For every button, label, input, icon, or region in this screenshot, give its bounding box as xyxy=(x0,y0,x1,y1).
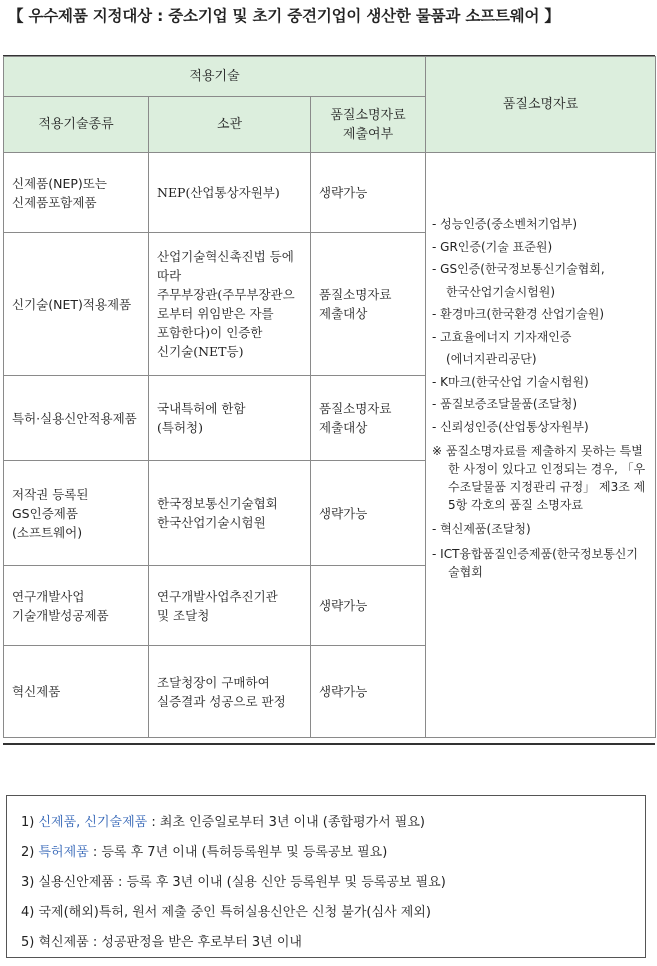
quality-item-list xyxy=(432,213,649,585)
list-item: - 신뢰성인증(산업통상자원부) xyxy=(432,419,589,434)
table-bottom-rule xyxy=(3,743,655,745)
cell-tech-type: 특허·실용신안적용제품 xyxy=(4,376,149,461)
header-tech-type: 적용기술종류 xyxy=(4,97,149,153)
cell-tech-type: 신기술(NET)적용제품 xyxy=(4,233,149,376)
header-applied-tech: 적용기술 xyxy=(4,57,426,97)
cell-agency: 한국정보통신기술협회 한국산업기술시험원 xyxy=(149,461,311,566)
header-row-1 xyxy=(4,57,656,97)
list-item: - ICT융합품질인증제품(한국정보통신기술협회 xyxy=(432,546,638,579)
footnote-line: 4) 국제(해외)특허, 원서 제출 중인 특허실용신안은 신청 불가(심사 제외) xyxy=(21,905,431,920)
cell-tech-type: 연구개발사업 기술개발성공제품 xyxy=(4,566,149,646)
footnote-box xyxy=(6,795,646,958)
cell-agency: NEP(산업통상자원부) xyxy=(149,153,311,233)
list-item: 한국산업기술시험원) xyxy=(446,284,556,299)
list-item: - 품질보증조달물품(조달청) xyxy=(432,397,578,411)
criteria-table xyxy=(3,56,656,738)
cell-submit: 품질소명자료 제출대상 xyxy=(311,376,426,461)
table-row xyxy=(4,153,656,233)
footnote-line: 3) 실용신안제품 : 등록 후 3년 이내 (실용 신안 등록원부 및 등록공보 필요) xyxy=(21,875,446,890)
cell-tech-type: 혁신제품 xyxy=(4,646,149,738)
cell-submit: 생략가능 xyxy=(311,646,426,738)
list-item: (에너지관리공단) xyxy=(446,352,537,366)
header-quality-docs: 품질소명자료 xyxy=(426,57,656,153)
list-item: - 혁신제품(조달청) xyxy=(432,522,531,536)
list-item: - GR인증(기술 표준원) xyxy=(432,239,553,254)
footnote-highlight: 특허제품 xyxy=(38,845,89,860)
cell-agency: 조달청장이 구매하여 실증결과 성공으로 판정 xyxy=(149,646,311,738)
footnote-line: 1) 신제품, 신기술제품 : 최초 인증일로부터 3년 이내 (종합평가서 필요) xyxy=(21,815,425,830)
page-title: 【 우수제품 지정대상 : 중소기업 및 초기 중견기업이 생산한 물품과 소프트웨어 】 xyxy=(8,7,560,25)
list-item: - 고효율에너지 기자재인증 xyxy=(432,329,572,344)
list-item: - K마크(한국산업 기술시험원) xyxy=(432,374,589,389)
cell-submit: 생략가능 xyxy=(311,566,426,646)
list-item-note: ※ 품질소명자료를 제출하지 못하는 특별한 사정이 있다고 인정되는 경우, 「우수조달물품 지정관리 규정」 제3조 제5항 각호의 품질 소명자료 xyxy=(432,444,646,512)
cell-agency: 국내특허에 한함 (특허청) xyxy=(149,376,311,461)
cell-submit: 생략가능 xyxy=(311,461,426,566)
list-item: - GS인증(한국정보통신기술협회, xyxy=(432,262,605,276)
cell-submit: 생략가능 xyxy=(311,153,426,233)
cell-agency: 산업기술혁신촉진법 등에 따라 주무부장관(주무부장관으 로부터 위임받은 자를 포함한다)이 인증한 신기술(NET등) xyxy=(149,233,311,376)
header-agency: 소관 xyxy=(149,97,311,153)
cell-tech-type: 신제품(NEP)또는 신제품포함제품 xyxy=(4,153,149,233)
list-item: - 환경마크(한국환경 산업기술원) xyxy=(432,307,605,321)
cell-quality-items xyxy=(426,153,656,738)
header-submit: 품질소명자료 제출여부 xyxy=(311,97,426,153)
footnote-line: 5) 혁신제품 : 성공판정을 받은 후로부터 3년 이내 xyxy=(21,935,302,950)
cell-agency: 연구개발사업추진기관 및 조달청 xyxy=(149,566,311,646)
cell-tech-type: 저작권 등록된 GS인증제품 (소프트웨어) xyxy=(4,461,149,566)
footnote-line: 2) 특허제품 : 등록 후 7년 이내 (특허등록원부 및 등록공보 필요) xyxy=(21,845,388,860)
list-item: - 성능인증(중소벤처기업부) xyxy=(432,217,578,231)
cell-submit: 품질소명자료 제출대상 xyxy=(311,233,426,376)
footnote-highlight: 신제품, 신기술제품 xyxy=(38,815,148,830)
